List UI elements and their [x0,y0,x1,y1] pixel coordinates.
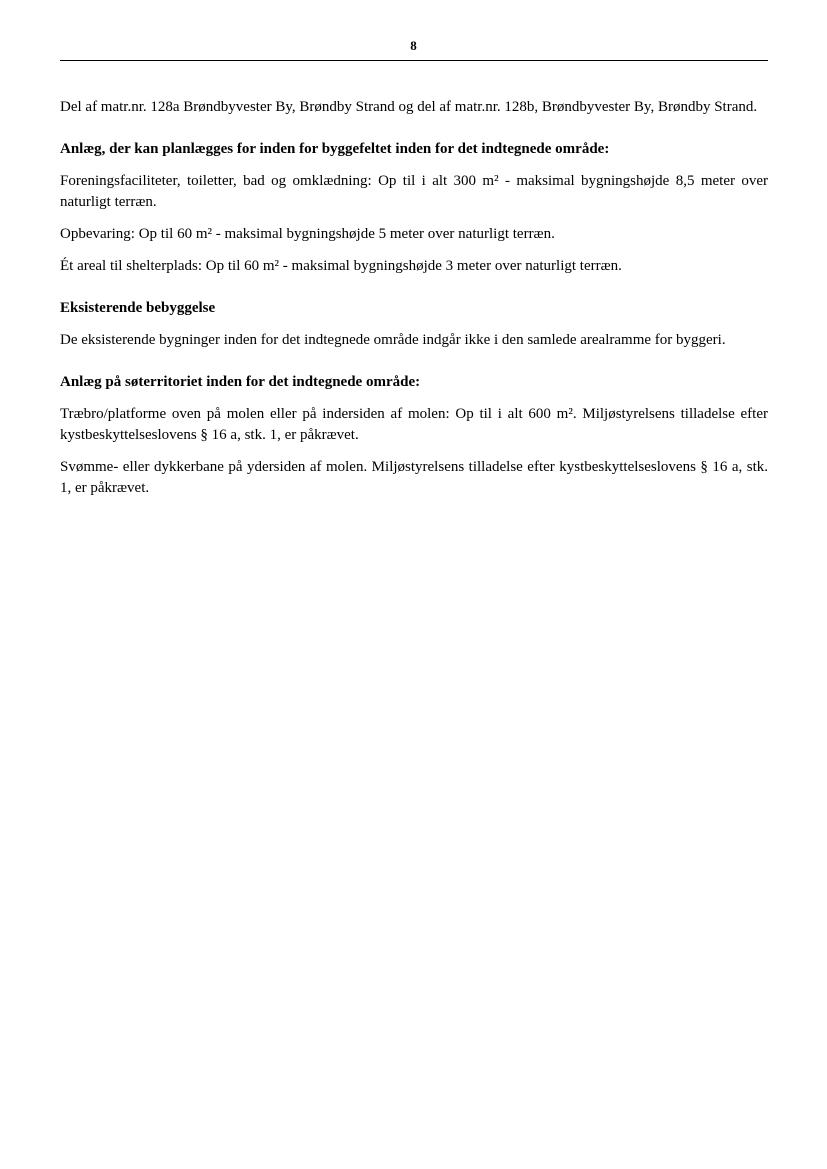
paragraph-existing-buildings: De eksisterende bygninger inden for det indtegnede område indgår ikke i den samlede arealramme for byggeri. [60,332,726,348]
document-body [60,97,768,499]
paragraph-swim-lane: Svømme- eller dykkerbane på ydersiden af molen. Miljøstyrelsens tilladelse efter kystbeskyttelseslovens § 16 a, stk. 1, er påkrævet. [60,459,768,496]
intro-paragraph: Del af matr.nr. 128a Brøndbyvester By, Brøndby Strand og del af matr.nr. 128b, Brøndbyvester By, Brøndby Strand. [60,99,758,115]
header-rule [60,60,768,61]
section-heading-sea-territory: Anlæg på søterritoriet inden for det indtegnede område: [60,374,421,390]
section-heading-existing-buildings: Eksisterende bebyggelse [60,300,216,316]
section-heading-facilities: Anlæg, der kan planlægges for inden for byggefeltet inden for det indtegnede område: [60,141,610,157]
paragraph-storage: Opbevaring: Op til 60 m² - maksimal bygningshøjde 5 meter over naturligt terræn. [60,226,555,242]
paragraph-facilities: Foreningsfaciliteter, toiletter, bad og omklædning: Op til i alt 300 m² - maksimal bygningshøjde 8,5 meter over naturligt terræn. [60,173,768,210]
page-number: 8 [410,38,417,53]
paragraph-pier-platforms: Træbro/platforme oven på molen eller på indersiden af molen: Op til i alt 600 m². Miljøstyrelsens tilladelse efter kystbeskyttelseslovens § 16 a, stk. 1, er påkrævet. [60,406,768,443]
paragraph-shelter: Ét areal til shelterplads: Op til 60 m² - maksimal bygningshøjde 3 meter over naturligt terræn. [60,258,622,274]
